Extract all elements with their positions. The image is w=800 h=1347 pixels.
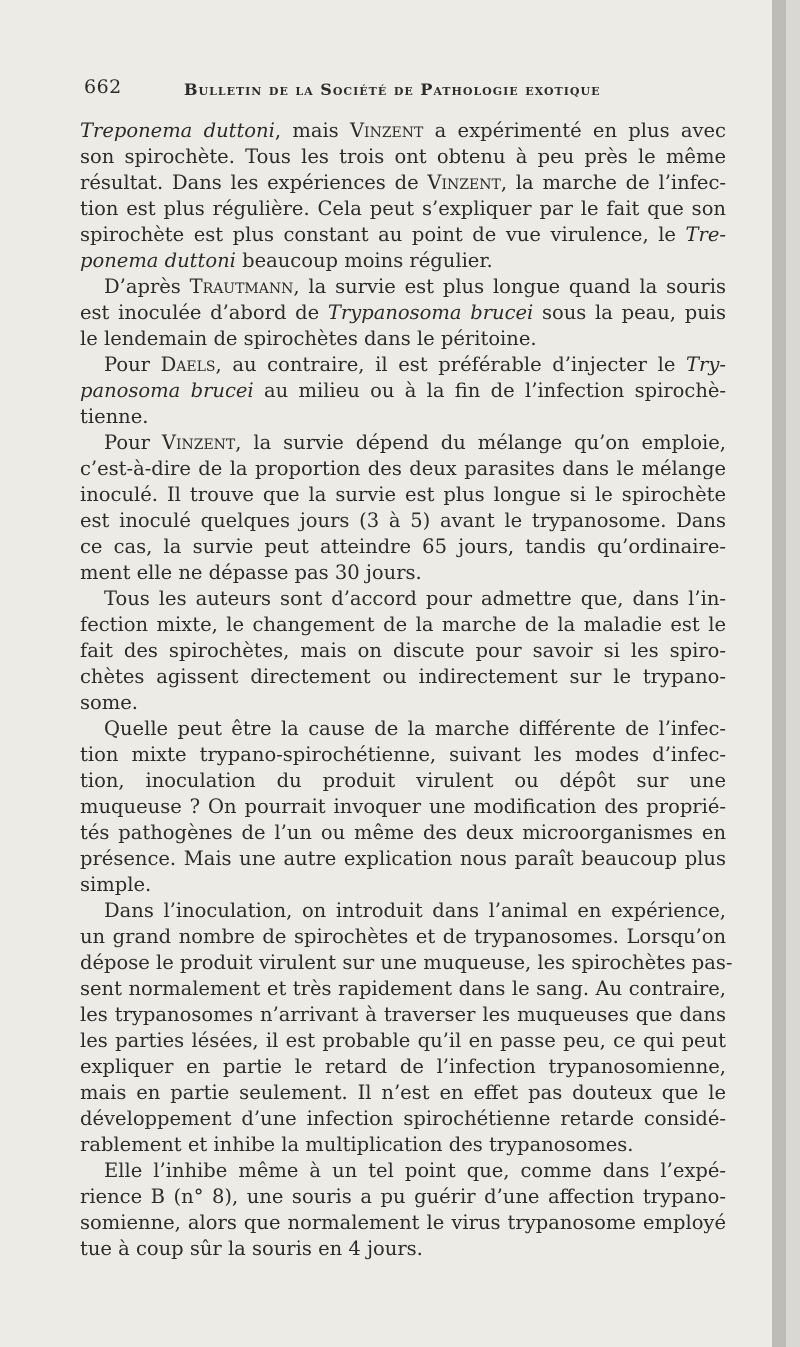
text-line: [80, 1210, 726, 1236]
text-segment: résultat. Dans les expériences de: [80, 171, 428, 194]
italic-text: Try-: [686, 353, 726, 376]
text-line: [80, 1236, 726, 1262]
text-segment: tion, inoculation du produit virulent ou dépôt sur une: [80, 769, 726, 792]
text-segment: c’est-à-dire de la proportion des deux parasites dans le mélange: [80, 457, 726, 480]
text-segment: au milieu ou à la fin de l’infection spirochè-: [253, 379, 727, 402]
text-line: [80, 742, 726, 768]
author-name: Trautmann: [189, 275, 294, 298]
text-line: [80, 586, 726, 612]
page-edge: [772, 0, 786, 1347]
text-segment: beaucoup moins régulier.: [235, 249, 493, 272]
text-segment: , au contraire, il est préférable d’injecter le: [215, 353, 687, 376]
text-line: [80, 638, 726, 664]
text-segment: , mais: [274, 119, 350, 142]
page-header: [84, 72, 644, 102]
text-segment: est inoculé quelques jours (3 à 5) avant le trypanosome. Dans: [80, 509, 726, 532]
text-segment: , la marche de l’infec-: [500, 171, 726, 194]
text-segment: fection mixte, le changement de la marche de la maladie est le: [80, 613, 726, 636]
text-segment: Elle l’inhibe même à un tel point que, comme dans l’expé-: [104, 1159, 726, 1182]
text-line: [80, 534, 726, 560]
text-line: [80, 1028, 726, 1054]
text-line: [80, 456, 726, 482]
text-line: [80, 1080, 726, 1106]
text-line: [80, 820, 726, 846]
text-segment: présence. Mais une autre explication nous paraît beaucoup plus: [80, 847, 726, 870]
text-segment: muqueuse ? On pourrait invoquer une modification des proprié-: [80, 795, 726, 818]
text-line: [80, 1106, 726, 1132]
author-name: Daels: [160, 353, 216, 376]
text-segment: a expérimenté en plus avec: [423, 119, 726, 142]
text-line: [80, 482, 726, 508]
text-line: [80, 950, 733, 976]
text-line: [80, 118, 726, 144]
text-segment: expliquer en partie le retard de l’infection trypanosomienne,: [80, 1055, 726, 1078]
italic-text: ponema duttoni: [80, 249, 236, 272]
text-segment: mais en partie seulement. Il n’est en effet pas douteux que le: [80, 1081, 726, 1104]
page-number: 662: [84, 76, 122, 98]
text-line: [80, 274, 726, 300]
text-segment: un grand nombre de spirochètes et de trypanosomes. Lorsqu’on: [80, 925, 726, 948]
italic-text: Treponema duttoni: [80, 119, 275, 142]
text-line: [80, 794, 726, 820]
text-segment: sent normalement et très rapidement dans le sang. Au contraire,: [80, 977, 726, 1000]
text-line: [80, 716, 726, 742]
italic-text: Tre-: [685, 223, 726, 246]
text-line: [80, 222, 726, 248]
author-name: Vinzent: [161, 431, 236, 454]
text-segment: ment elle ne dépasse pas 30 jours.: [80, 561, 422, 584]
text-line: [80, 196, 726, 222]
running-title: Bulletin de la Société de Pathologie exotique: [184, 80, 601, 99]
text-segment: Dans l’inoculation, on introduit dans l’animal en expérience,: [104, 899, 726, 922]
text-segment: tés pathogènes de l’un ou même des deux microorganismes en: [80, 821, 726, 844]
text-segment: les trypanosomes n’arrivant à traverser les muqueuses que dans: [80, 1003, 726, 1026]
text-segment: , la survie dépend du mélange qu’on emploie,: [235, 431, 726, 454]
text-segment: some.: [80, 691, 138, 714]
body-text: [80, 118, 733, 1262]
text-line: [80, 1054, 726, 1080]
text-line: [80, 326, 726, 352]
author-name: Vinzent: [427, 171, 501, 194]
text-segment: , la survie est plus longue quand la souris: [293, 275, 726, 298]
text-segment: somienne, alors que normalement le virus trypanosome employé: [80, 1211, 726, 1234]
text-line: [80, 508, 726, 534]
text-segment: est inoculée d’abord de: [80, 301, 328, 324]
text-segment: tion mixte trypano-spirochétienne, suivant les modes d’infec-: [80, 743, 726, 766]
text-line: [80, 1184, 726, 1210]
text-segment: D’après: [104, 275, 190, 298]
text-segment: inoculé. Il trouve que la survie est plus longue si le spirochète: [80, 483, 726, 506]
text-line: [80, 170, 726, 196]
text-line: [80, 352, 726, 378]
text-line: [80, 846, 726, 872]
text-line: [80, 404, 726, 430]
text-line: [80, 1158, 726, 1184]
text-line: [80, 248, 726, 274]
text-segment: fait des spirochètes, mais on discute pour savoir si les spiro-: [80, 639, 726, 662]
text-segment: rablement et inhibe la multiplication des trypanosomes.: [80, 1133, 634, 1156]
text-line: [80, 924, 726, 950]
text-line: [80, 768, 726, 794]
text-line: [80, 1132, 726, 1158]
text-segment: Tous les auteurs sont d’accord pour admettre que, dans l’in-: [104, 587, 726, 610]
text-segment: son spirochète. Tous les trois ont obtenu à peu près le même: [80, 145, 726, 168]
text-line: [80, 144, 726, 170]
text-segment: spirochète est plus constant au point de vue virulence, le: [80, 223, 686, 246]
text-segment: les parties lésées, il est probable qu’il en passe peu, ce qui peut: [80, 1029, 726, 1052]
text-segment: le lendemain de spirochètes dans le péritoine.: [80, 327, 537, 350]
text-segment: tue à coup sûr la souris en 4 jours.: [80, 1237, 423, 1260]
text-line: [80, 1002, 726, 1028]
author-name: Vinzent: [349, 119, 424, 142]
text-segment: dépose le produit virulent sur une muqueuse, les spirochètes pas-: [80, 951, 733, 974]
text-segment: rience B (n° 8), une souris a pu guérir d’une affection trypano-: [80, 1185, 726, 1208]
italic-text: Trypanosoma brucei: [327, 301, 534, 324]
text-segment: sous la peau, puis: [533, 301, 726, 324]
text-line: [80, 300, 726, 326]
text-segment: Quelle peut être la cause de la marche différente de l’infec-: [104, 717, 726, 740]
text-line: [80, 976, 726, 1002]
text-line: [80, 430, 726, 456]
text-line: [80, 872, 726, 898]
text-segment: chètes agissent directement ou indirectement sur le trypano-: [80, 665, 726, 688]
text-segment: tion est plus régulière. Cela peut s’expliquer par le fait que son: [80, 197, 726, 220]
text-line: [80, 664, 726, 690]
italic-text: panosoma brucei: [80, 379, 254, 402]
text-line: [80, 612, 726, 638]
text-segment: ce cas, la survie peut atteindre 65 jours, tandis qu’ordinaire-: [80, 535, 726, 558]
text-segment: Pour: [104, 431, 162, 454]
text-line: [80, 898, 726, 924]
text-line: [80, 378, 726, 404]
text-line: [80, 560, 726, 586]
text-segment: développement d’une infection spirochétienne retarde considé-: [80, 1107, 726, 1130]
text-segment: simple.: [80, 873, 152, 896]
text-segment: tienne.: [80, 405, 149, 428]
text-line: [80, 690, 726, 716]
text-segment: Pour: [104, 353, 161, 376]
